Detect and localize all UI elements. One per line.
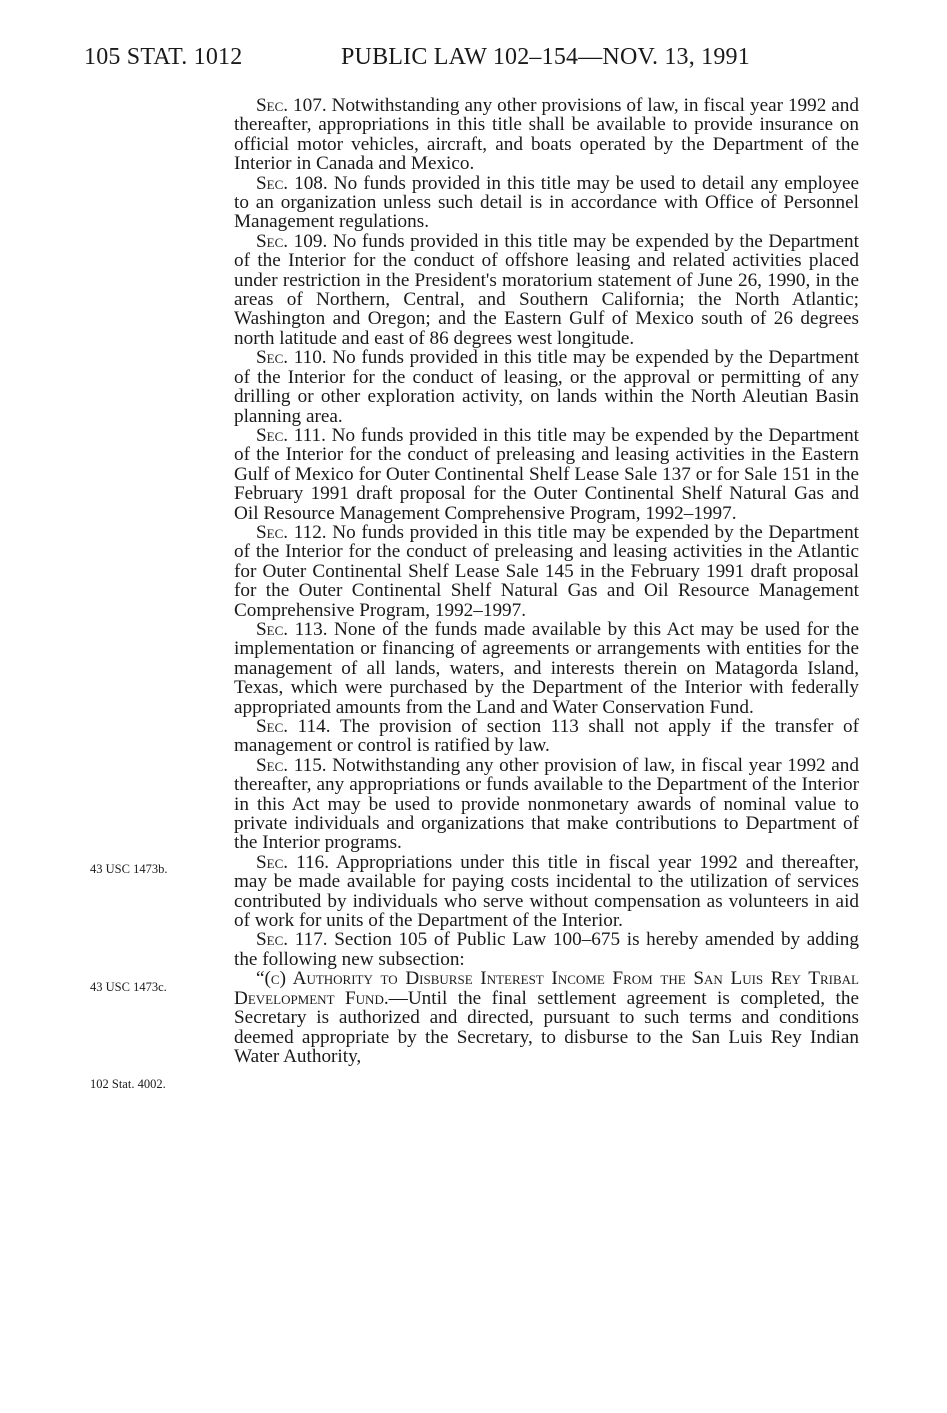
section-label: Sec. [256,851,289,873]
section-label: Sec. [256,347,289,369]
public-law-title: PUBLIC LAW 102–154—NOV. 13, 1991 [341,44,750,70]
section-label: Sec. [256,521,289,543]
section-label: Sec. [256,929,289,951]
section-111 [234,426,859,523]
section-label: Sec. [256,230,289,252]
section-115 [234,756,859,853]
subsection-c [234,969,859,1066]
section-116 [234,853,859,931]
margin-note-usc-1473c: 43 USC 1473c. [90,980,167,994]
margin-note-usc-1473b: 43 USC 1473b. [90,862,168,876]
section-text: 115. Notwithstanding any other provision of law, in fiscal year 1992 and thereafter, any appropriations or funds available to the Department of the Interior in this Act may be used to provide nonmonetary awards of nominal value to private individuals and organizations that make contributions to Department of the Interior programs. [234,754,859,854]
margin-note-102-stat-4002: 102 Stat. 4002. [90,1077,166,1091]
section-113 [234,620,859,717]
section-110 [234,348,859,426]
section-label: Sec. [256,424,289,446]
section-text: 111. No funds provided in this title may be expended by the Department of the Interior for the conduct of preleasing and leasing activities in the Eastern Gulf of Mexico for Outer Continental Shelf Lease Sale 137 or for Sale 151 in the February 1991 draft proposal for the Outer Continental Shelf Natural Gas and Oil Resource Management Comprehensive Program, 1992–1997. [234,424,859,524]
section-text: 110. No funds provided in this title may be expended by the Department of the Interior for the conduct of leasing, or the approval or permitting of any drilling or other exploration activity, on lands within the North Aleutian Basin planning area. [234,347,859,427]
subsection-text: —Until the final settlement agreement is completed, the Secretary is authorized and directed, pursuant to such terms and conditions deemed appropriate by the Secretary, to disburse to the San Luis Rey Indian Water Authority, [234,987,859,1067]
section-109 [234,232,859,348]
section-label: Sec. [256,95,289,116]
section-text: 116. Appropriations under this title in fiscal year 1992 and thereafter, may be made available for paying costs incidental to the utilization of services contributed by individuals who serve without compensation as volunteers in aid of work for units of the Department of the Interior. [234,851,859,932]
document-body [234,96,859,1066]
section-107 [234,96,859,174]
section-112 [234,523,859,620]
section-108 [234,174,859,232]
section-text: 107. Notwithstanding any other provisions of law, in fiscal year 1992 and thereafter, appropriations in this title shall be available to provide insurance on official motor vehicles, aircraft, and boats operated by the Department of the Interior in Canada and Mexico. [234,95,859,175]
section-label: Sec. [256,172,289,194]
section-text: 113. None of the funds made available by this Act may be used for the implementation or financing of agreements or arrangements with entities for the management of all lands, waters, and interests therein on Matagorda Island, Texas, which were purchased by the Department of the Interior with federally appropriated amounts from the Land and Water Conservation Fund. [234,618,859,718]
section-text: 117. Section 105 of Public Law 100–675 is hereby amended by adding the following new subsection: [234,929,859,970]
section-label: Sec. [256,716,289,737]
section-text: 112. No funds provided in this title may be expended by the Department of the Interior for the conduct of preleasing and leasing activities in the Atlantic for Outer Continental Shelf Lease Sale 145 in the February 1991 draft proposal for the Outer Continental Shelf Natural Gas and Oil Resource Management Comprehensive Program, 1992–1997. [234,521,859,621]
section-label: Sec. [256,754,289,776]
subsection-heading: “(c) Authority to Disburse Interest Income From the San Luis Rey Tribal Development Fund. [234,968,859,1009]
section-text: 114. The provision of section 113 shall not apply if the transfer of management or control is ratified by law. [234,716,859,757]
section-117 [234,930,859,969]
statute-page-number: 105 STAT. 1012 [84,44,243,70]
section-text: 109. No funds provided in this title may be expended by the Department of the Interior for the conduct of offshore leasing and related activities placed under restriction in the President's moratorium statement of June 26, 1990, in the areas of Northern, Central, and Southern California; the North Atlantic; Washington and Oregon; and the Eastern Gulf of Mexico south of 26 degrees north latitude and east of 86 degrees west longitude. [234,230,859,349]
section-114 [234,717,859,756]
section-label: Sec. [256,618,289,640]
section-text: 108. No funds provided in this title may be used to detail any employee to an organization unless such detail is in accordance with Office of Personnel Management regulations. [234,172,859,233]
